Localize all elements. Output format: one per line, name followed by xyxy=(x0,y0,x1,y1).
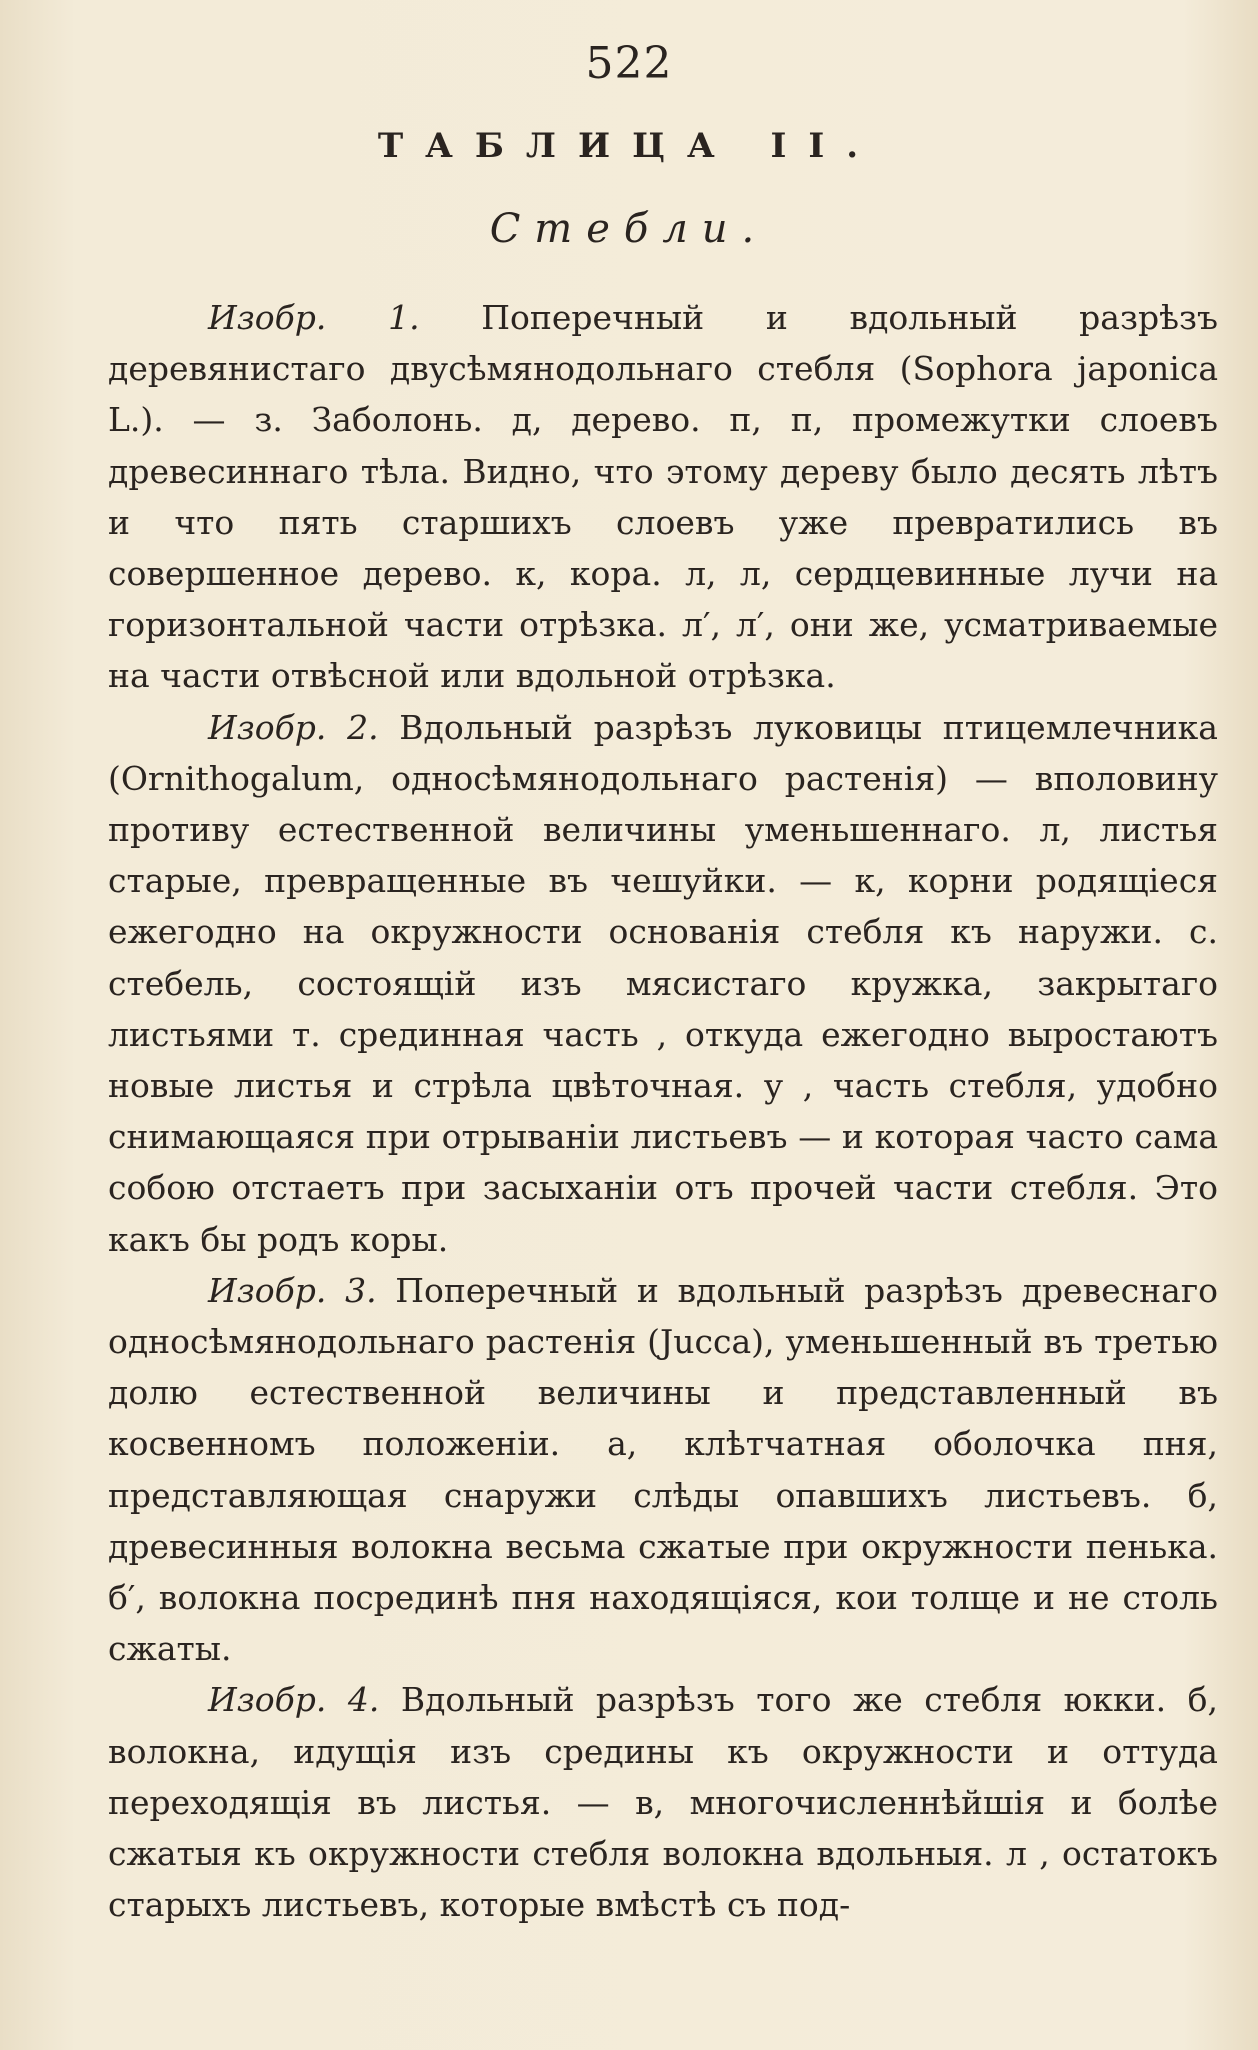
figure-description: Поперечный и вдольный разрѣзъ деревянистаго двусѣмянодольнаго стебля (Sophora japonica L.). — з. Заболонь. д, дерево. п, п, промежутки слоевъ древесиннаго тѣла. Видно, что этому дереву было десять лѣтъ и что пять старшихъ слоевъ уже превратились въ совершенное дерево. к, кора. л, л, сердцевинные лучи на горизонтальной части отрѣзка. л′, л′, они же, усматриваемые на части отвѣсной или вдольной отрѣзка. xyxy=(108,298,1218,696)
figure-paragraph-2 xyxy=(108,702,1218,1265)
section-title: Стебли. xyxy=(489,206,769,252)
body-text xyxy=(108,292,1218,1931)
table-title: ТАБЛИЦА II. xyxy=(377,126,881,166)
figure-label: Изобр. 1. xyxy=(208,298,420,337)
figure-paragraph-1 xyxy=(108,292,1218,702)
figure-description: Поперечный и вдольный разрѣзъ древеснаго односѣмянодольнаго растенія (Jucca), уменьшенный въ третью долю естественной величины и представленный въ косвенномъ положеніи. а, клѣтчатная оболочка пня, представляющая снаружи слѣды опавшихъ листьевъ. б, древесинныя волокна весьма сжатые при окружности пенька. б′, волокна посрединѣ пня находящіяся, кои толще и не столь сжаты. xyxy=(108,1270,1218,1669)
figure-description: Вдольный разрѣзъ луковицы птицемлечника (Ornithogalum, односѣмянодольнаго растенія) — вполовину противу естественной величины уменьшеннаго. л, листья старые, превращенные въ чешуйки. — к, корни родящіеся ежегодно на окружности основанія стебля къ наружи. с. стебель, состоящій изъ мясистаго кружка, закрытаго листьями т. срединная часть , откуда ежегодно выростаютъ новые листья и стрѣла цвѣточная. у , часть стебля, удобно снимающаяся при отрываніи листьевъ — и которая часто сама собою отстаетъ при засыханіи отъ прочей части стебля. Это какъ бы родъ коры. xyxy=(108,707,1218,1259)
figure-paragraph-3 xyxy=(108,1265,1218,1675)
figure-paragraph-4 xyxy=(108,1674,1218,1930)
page-number: 522 xyxy=(585,38,673,89)
figure-label: Изобр. 2. xyxy=(208,707,379,747)
figure-label: Изобр. 4. xyxy=(208,1680,380,1720)
figure-label: Изобр. 3. xyxy=(208,1270,377,1310)
figure-description: Вдольный разрѣзъ того же стебля юкки. б, волокна, идущія изъ средины къ окружности и оттуда переходящія въ листья. — в, многочисленнѣйшія и болѣе сжатыя къ окружности стебля волокна вдольныя. л , остатокъ старыхъ листьевъ, которые вмѣстѣ съ под- xyxy=(108,1680,1218,1925)
